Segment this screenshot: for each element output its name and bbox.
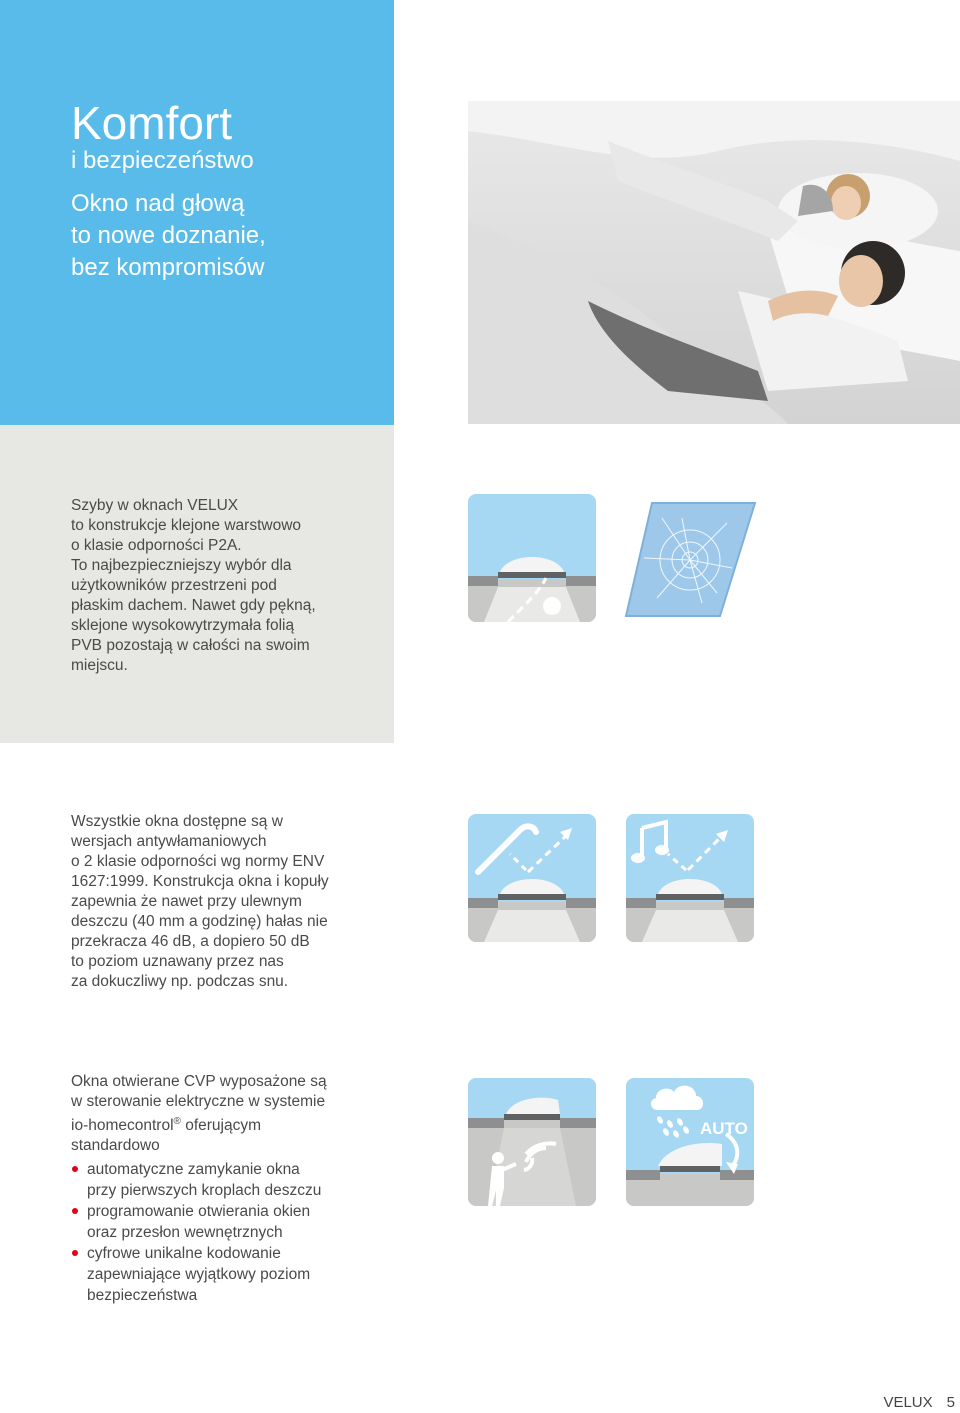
list-item: [71, 1243, 321, 1306]
paragraph-line: deszczu (40 mm a godzinę) hałas nie: [71, 913, 328, 930]
io-homecontrol-text: io-homecontrol: [71, 1117, 174, 1135]
paragraph-line: Szyby w oknach VELUX: [71, 497, 239, 514]
list-item-line: przy pierwszych kroplach deszczu: [87, 1182, 322, 1199]
paragraph-line: wersjach antywłamaniowych: [71, 833, 267, 850]
paragraph-line: w sterowanie elektryczne w systemie: [71, 1093, 326, 1110]
paragraph-line: To najbezpieczniejszy wybór dla: [71, 557, 292, 574]
list-item-line: oraz przesłon wewnętrznych: [87, 1224, 283, 1241]
bullet-icon: [72, 1250, 78, 1256]
tagline-line: bez kompromisów: [71, 254, 265, 281]
paragraph-line: użytkowników przestrzeni pod: [71, 577, 277, 594]
paragraph-line: Okna otwierane CVP wyposażone są: [71, 1073, 327, 1090]
paragraph-line: miejscu.: [71, 657, 128, 674]
list-item-line: cyfrowe unikalne kodowanie: [87, 1245, 281, 1262]
bed-photo: [468, 101, 960, 424]
feature-list: [71, 1159, 321, 1306]
paragraph-line: za dokuczliwy np. podczas snu.: [71, 973, 289, 990]
tagline: [71, 188, 391, 284]
paragraph-line: to poziom uznawany przez nas: [71, 953, 284, 970]
list-item-line: zapewniające wyjątkowy poziom: [87, 1266, 311, 1283]
page-footer: [869, 1394, 955, 1411]
burglary-paragraph: [71, 812, 329, 992]
page-subtitle: i bezpieczeństwo: [71, 147, 254, 174]
glass-paragraph: [71, 496, 316, 676]
paragraph-line: przekracza 46 dB, a dopiero 50 dB: [71, 933, 310, 950]
paragraph-line: Wszystkie okna dostępne są w: [71, 813, 283, 830]
paragraph-line: 1627:1999. Konstrukcja okna i kopuły: [71, 873, 329, 890]
footer-brand: VELUX: [883, 1394, 933, 1411]
list-item-line: programowanie otwierania okien: [87, 1203, 311, 1220]
bullet-icon: [72, 1208, 78, 1214]
auto-label: AUTO: [700, 1119, 748, 1138]
crowbar-icon: [468, 814, 596, 942]
paragraph-line: to konstrukcje klejone warstwowo: [71, 517, 302, 534]
paragraph-line: standardowo: [71, 1137, 160, 1155]
bullet-icon: [72, 1166, 78, 1172]
list-item-line: bezpieczeństwa: [87, 1287, 198, 1304]
cvp-paragraph: [71, 1072, 327, 1156]
page-title: Komfort: [71, 97, 233, 149]
paragraph-line: sklejone wysokowytrzymała folią: [71, 617, 295, 634]
paragraph-line: płaskim dachem. Nawet gdy pękną,: [71, 597, 316, 614]
tagline-line: Okno nad głową: [71, 190, 245, 217]
paragraph-line: o 2 klasie odporności wg normy ENV: [71, 853, 325, 870]
tagline-line: to nowe doznanie,: [71, 222, 266, 249]
list-item: [71, 1201, 321, 1243]
remote-control-icon: [468, 1078, 596, 1206]
page-number: 5: [946, 1394, 955, 1411]
paragraph-line: o klasie odporności P2A.: [71, 537, 242, 554]
impact-resistance-icon: [468, 494, 596, 622]
cracked-glass-icon: [622, 498, 757, 618]
paragraph-line: PVB pozostają w całości na swoim: [71, 637, 310, 654]
paragraph-line: zapewnia że nawet przy ulewnym: [71, 893, 302, 910]
rain-sensor-icon: [626, 1078, 754, 1206]
paragraph-text: oferującym: [180, 1117, 262, 1135]
paragraph-line: [71, 1112, 327, 1136]
list-item-line: automatyczne zamykanie okna: [87, 1161, 300, 1178]
registered-mark: ®: [173, 1116, 181, 1127]
music-note-icon: [626, 814, 754, 942]
list-item: [71, 1159, 321, 1201]
